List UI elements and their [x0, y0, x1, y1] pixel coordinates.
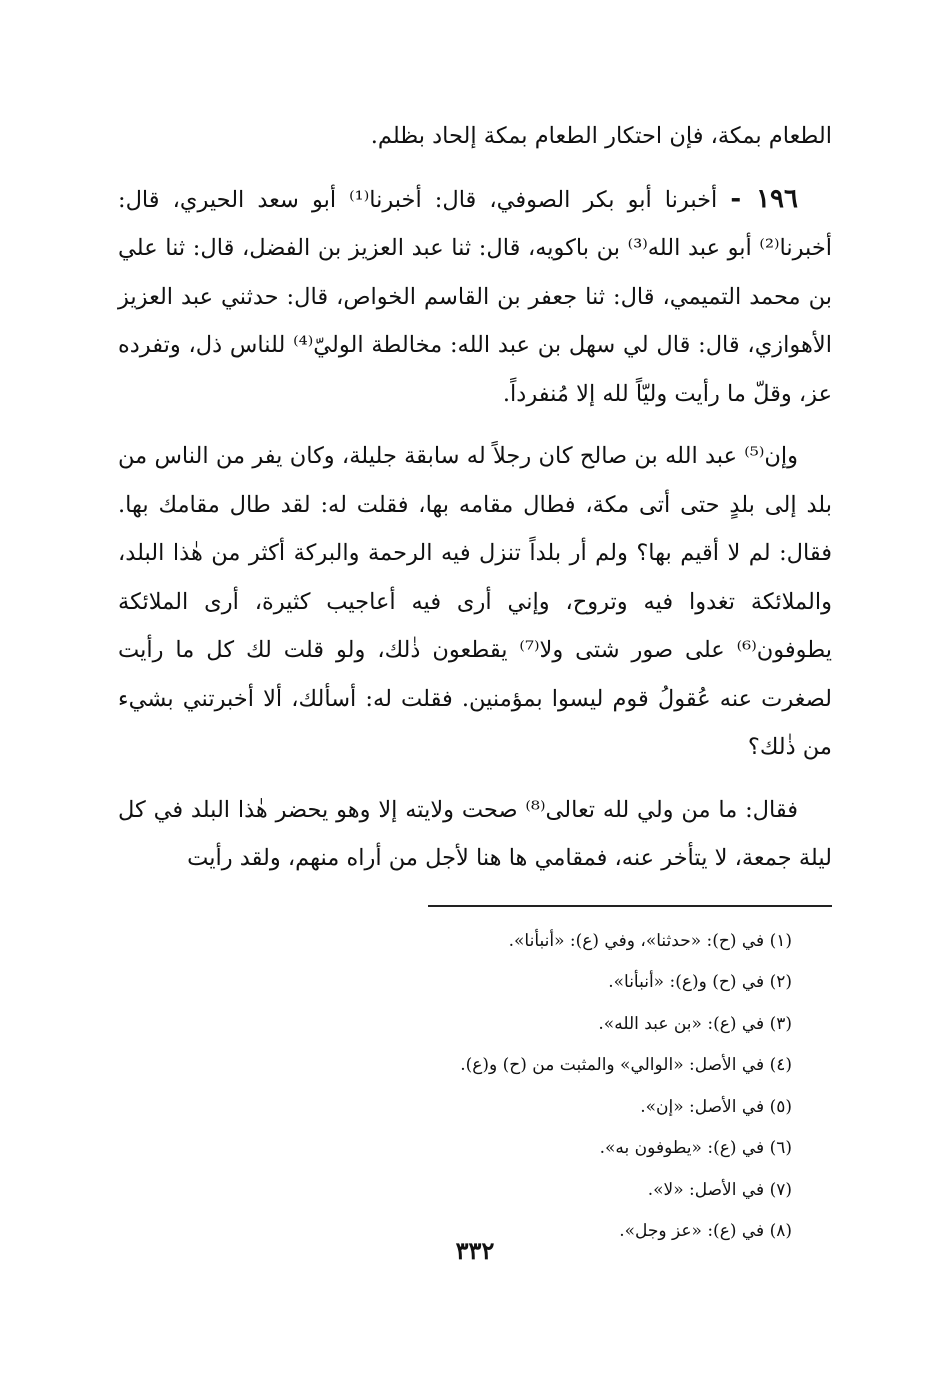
footnote-2: (٢) في (ح) و(ع): «أنبأنا».	[608, 972, 792, 992]
footnote-5: (٥) في الأصل: «إن».	[640, 1096, 792, 1117]
paragraph-196-text: أخبرنا أبو بكر الصوفي، قال: أخبرنا⁽¹⁾ أبو سعد الحيري، قال: أخبرنا⁽²⁾ أبو عبد الله⁽³⁾ بن باكويه، قال: ثنا عبد العزيز بن الفضل، قال: ثنا علي بن محمد التميمي، قال: ثنا جعفر بن القاسم الخواص، قال: حدثني عبد العزيز الأهوازي، قال: قال لي سهل بن عبد الله: مخالطة الوليّ⁽⁴⁾ للناس ذل، وتفرده عز، وقلّ ما رأيت وليّاً لله إلا مُنفرداً.	[118, 186, 832, 407]
footnote-6: (٦) في (ع): «يطوفون به».	[599, 1138, 792, 1158]
footnote-separator	[428, 905, 832, 907]
paragraph-1: الطعام بمكة، فإن احتكار الطعام بمكة إلحاد بظلم.	[370, 123, 832, 149]
footnote-3: (٣) في (ع): «بن عبد الله».	[598, 1013, 792, 1034]
footnote-7: (٧) في الأصل: «لا».	[647, 1179, 792, 1200]
main-text	[118, 112, 832, 883]
footnotes	[118, 921, 832, 1253]
footnote-8: (٨) في (ع): «عز وجل».	[619, 1221, 792, 1241]
page-number: ٣٣٢	[455, 1236, 495, 1265]
hadith-number: ١٩٦ -	[730, 183, 798, 214]
paragraph-4: فقال: ما من ولي لله تعالى⁽⁸⁾ صحت ولايته إلا وهو يحضر هٰذا البلد في كل ليلة جمعة، لا يتأخر عنه، فمقامي ها هنا لأجل من أراه منهم، ولقد رأيت	[118, 796, 832, 871]
footnote-1: (١) في (ح): «حدثنا»، وفي (ع): «أنبأنا».	[508, 930, 792, 951]
footnote-4: (٤) في الأصل: «الوالي» والمثبت من (ح) و(ع).	[460, 1055, 792, 1075]
paragraph-196	[118, 175, 832, 419]
paragraph-3: وإن⁽⁵⁾ عبد الله بن صالح كان رجلاً له سابقة جليلة، وكان يفر من الناس من بلد إلى بلدٍ حتى أتى مكة، فطال مقامه بها، فقلت له: لقد طال مقامك بها. فقال: لم لا أقيم بها؟ ولم أر بلداً تنزل فيه الرحمة والبركة أكثر من هٰذا البلد، والملائكة تغدوا فيه وتروح، وإني أرى فيه أعاجيب كثيرة، أرى الملائكة يطوفون⁽⁶⁾ على صور شتى ولا⁽⁷⁾ يقطعون ذٰلك، ولو قلت لك كل ما رأيت لصغرت عنه عُقولُ قوم ليسوا بمؤمنين. فقلت له: أسألك، ألا أخبرتني بشيء من ذٰلك؟	[118, 443, 832, 760]
